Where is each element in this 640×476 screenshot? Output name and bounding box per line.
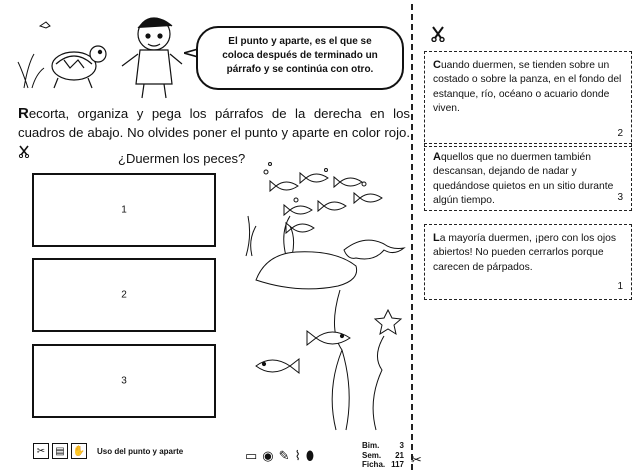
glue-icon: ⬮ bbox=[305, 448, 315, 463]
instructions-initial: R bbox=[18, 105, 29, 122]
children-illustration bbox=[14, 4, 190, 100]
dolphin-illustration bbox=[344, 240, 404, 259]
ficha-label: Ficha. bbox=[362, 460, 386, 469]
underwater-scene bbox=[236, 160, 410, 432]
hand-icon: ✋ bbox=[71, 443, 87, 459]
cut-out-paragraph-card[interactable] bbox=[424, 224, 632, 300]
card-initial: A bbox=[433, 151, 441, 163]
activity-icons bbox=[33, 443, 87, 459]
fish-illustration bbox=[256, 359, 299, 373]
paste-box-1[interactable] bbox=[32, 173, 216, 247]
sem-label: Sem. bbox=[362, 450, 382, 460]
sem-value: 21 bbox=[395, 450, 404, 460]
scissors-icon bbox=[18, 145, 30, 158]
pencil-icon: ✎ bbox=[278, 448, 290, 463]
bubble-line-2: coloca después de terminado un bbox=[222, 50, 378, 61]
card-initial: L bbox=[433, 232, 440, 244]
paste-box-number: 1 bbox=[121, 204, 127, 216]
cut-out-paragraph-card[interactable] bbox=[424, 143, 632, 211]
paste-box-3[interactable] bbox=[32, 344, 216, 418]
worksheet-subtitle: ¿Duermen los peces? bbox=[118, 151, 246, 166]
card-text: uando duermen, se tienden sobre un costado o sobre la panza, en el fondo del estanque, río, océano o acuario donde viven. bbox=[433, 60, 622, 115]
cut-out-paragraph-card[interactable] bbox=[424, 51, 632, 147]
fish-illustration bbox=[307, 331, 350, 345]
bim-value: 3 bbox=[399, 441, 404, 450]
instructions-body: ecorta, organiza y pega los párrafos de la derecha en los cuadros de abajo. No olvides poner el punto y aparte en color rojo. bbox=[18, 106, 410, 140]
tool-icons bbox=[245, 448, 314, 464]
cut-divider bbox=[411, 4, 413, 470]
paste-box-2[interactable] bbox=[32, 258, 216, 332]
rock-illustration bbox=[256, 252, 357, 289]
card-initial: C bbox=[433, 59, 441, 71]
card-text: quellos que no duermen también descansan, dejando de nadar y quedándose quietos en un sitio durante algún tiempo. bbox=[433, 152, 614, 207]
speech-bubble bbox=[196, 26, 404, 90]
ficha-value: 117 bbox=[391, 460, 404, 469]
paste-icon: ▤ bbox=[52, 443, 68, 459]
paste-box-number: 3 bbox=[121, 375, 127, 387]
card-text: a mayoría duermen, ¡pero con los ojos abiertos! No pueden cerrarlos porque carecen de párpados. bbox=[433, 233, 617, 273]
starfish-illustration bbox=[375, 310, 401, 334]
turtle-illustration bbox=[52, 46, 106, 88]
bubble-line-1: El punto y aparte, es el que se bbox=[228, 36, 372, 47]
topic-label: Uso del punto y aparte bbox=[97, 447, 184, 456]
scissors-icon bbox=[431, 26, 445, 42]
eye-icon: ◉ bbox=[262, 448, 274, 463]
bim-label: Bim. bbox=[362, 441, 380, 450]
plant-illustration bbox=[18, 22, 50, 88]
card-number: 3 bbox=[617, 191, 623, 203]
book-icon: ▭ bbox=[245, 448, 258, 463]
worksheet-meta bbox=[362, 441, 404, 470]
card-number: 2 bbox=[617, 127, 623, 139]
scissors-icon: ✂ bbox=[411, 452, 422, 467]
card-number: 1 bbox=[617, 280, 623, 292]
cut-icon: ✂ bbox=[33, 443, 49, 459]
brush-icon: ⌇ bbox=[294, 448, 301, 463]
boy-illustration bbox=[122, 18, 182, 98]
bubble-line-3: párrafo y se continúa con otro. bbox=[226, 64, 374, 75]
paste-box-number: 2 bbox=[121, 289, 127, 301]
